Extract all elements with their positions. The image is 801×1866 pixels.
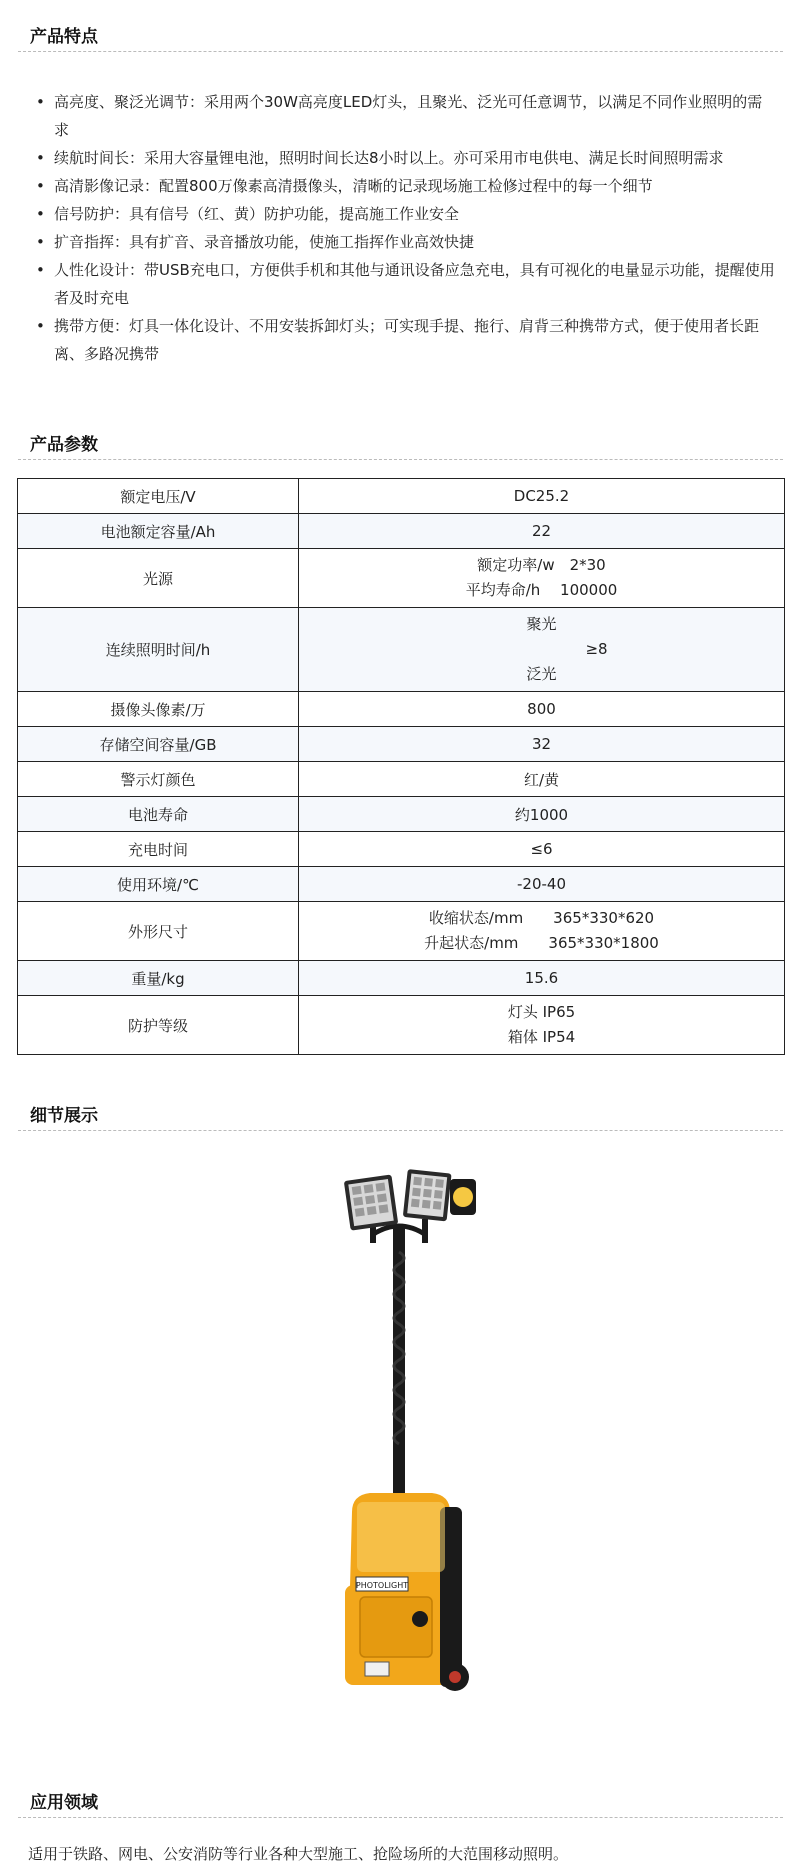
param-label: 重量/kg <box>18 961 299 996</box>
feature-item: • 续航时间长：采用大容量锂电池，照明时间长达8小时以上。亦可采用市电供电、满足长时间照明需求 <box>36 144 777 172</box>
param-label: 存储空间容量/GB <box>18 727 299 762</box>
feature-item: • 高清影像记录：配置800万像素高清摄像头，清晰的记录现场施工检修过程中的每一个细节 <box>36 172 777 200</box>
case-body <box>345 1493 462 1687</box>
feature-item: • 扩音指挥：具有扩音、录音播放功能，使施工指挥作业高效快捷 <box>36 228 777 256</box>
lamp-mount-right <box>422 1219 428 1243</box>
param-value <box>299 549 785 608</box>
param-value <box>299 996 785 1055</box>
product-image <box>0 1157 801 1732</box>
table-row <box>18 692 785 727</box>
table-row <box>18 608 785 692</box>
table-row <box>18 832 785 867</box>
param-value-line: 箱体 IP54 <box>507 1028 576 1046</box>
param-value-line: 平均寿命/h 100000 <box>465 581 618 599</box>
params-table <box>17 478 785 1055</box>
table-row <box>18 961 785 996</box>
param-value: DC25.2 <box>299 479 785 514</box>
param-value-line: 泛光 <box>526 665 557 683</box>
table-row <box>18 867 785 902</box>
param-label: 连续照明时间/h <box>18 608 299 692</box>
application-text: 适用于铁路、网电、公安消防等行业各种大型施工、抢险场所的大范围移动照明。 <box>28 1845 569 1863</box>
feature-item: • 携带方便：灯具一体化设计、不用安装拆卸灯头；可实现手提、拖行、肩背三种携带方式，便于使用者长距离、多路况携带 <box>36 312 777 368</box>
param-value: 22 <box>299 514 785 549</box>
case-brand-label: PHOTOLIGHT <box>355 1581 409 1590</box>
param-value-line: 升起状态/mm 365*330*1800 <box>424 934 659 952</box>
lamp-head-left <box>344 1174 398 1230</box>
application-section <box>0 1766 801 1866</box>
param-label: 额定电压/V <box>18 479 299 514</box>
param-value: 32 <box>299 727 785 762</box>
param-value <box>299 902 785 961</box>
camera-lens-icon <box>453 1187 473 1207</box>
param-value: ≤6 <box>299 832 785 867</box>
param-value-line: ≥8 <box>585 640 608 658</box>
table-row <box>18 797 785 832</box>
param-label: 警示灯颜色 <box>18 762 299 797</box>
param-label: 使用环境/℃ <box>18 867 299 902</box>
display-title: 细节展示 <box>18 1079 783 1131</box>
param-label: 摄像头像素/万 <box>18 692 299 727</box>
wheel-hub <box>449 1671 461 1683</box>
features-title: 产品特点 <box>18 0 783 52</box>
feature-item: • 信号防护：具有信号（红、黄）防护功能，提高施工作业安全 <box>36 200 777 228</box>
param-value: 800 <box>299 692 785 727</box>
param-value <box>299 608 785 692</box>
param-label: 充电时间 <box>18 832 299 867</box>
param-label: 电池寿命 <box>18 797 299 832</box>
application-title: 应用领域 <box>18 1766 783 1818</box>
feature-item: • 高亮度、聚泛光调节：采用两个30W高亮度LED灯头，且聚光、泛光可任意调节，以满足不同作业照明的需求 <box>36 88 777 144</box>
param-value: 约1000 <box>299 797 785 832</box>
params-title: 产品参数 <box>18 408 783 460</box>
display-section <box>0 1079 801 1732</box>
table-row <box>18 514 785 549</box>
param-value-line: 收缩状态/mm 365*330*620 <box>428 909 655 927</box>
table-row <box>18 902 785 961</box>
param-label: 电池额定容量/Ah <box>18 514 299 549</box>
param-value-line: 额定功率/w 2*30 <box>477 556 606 574</box>
param-label: 外形尺寸 <box>18 902 299 961</box>
param-label: 防护等级 <box>18 996 299 1055</box>
table-row <box>18 762 785 797</box>
product-illustration <box>0 1157 801 1732</box>
table-row <box>18 479 785 514</box>
table-row <box>18 549 785 608</box>
features-section <box>0 0 801 368</box>
lamp-head-right <box>403 1169 452 1221</box>
param-value-line: 聚光 <box>526 615 557 633</box>
params-section <box>0 408 801 1055</box>
param-label: 光源 <box>18 549 299 608</box>
param-value-line: 灯头 IP65 <box>507 1003 576 1021</box>
table-row <box>18 727 785 762</box>
param-value: -20-40 <box>299 867 785 902</box>
features-list <box>0 88 801 368</box>
param-value: 红/黄 <box>299 762 785 797</box>
table-row <box>18 996 785 1055</box>
param-value: 15.6 <box>299 961 785 996</box>
feature-item: • 人性化设计：带USB充电口，方便供手机和其他与通讯设备应急充电，具有可视化的电量显示功能，提醒使用者及时充电 <box>36 256 777 312</box>
